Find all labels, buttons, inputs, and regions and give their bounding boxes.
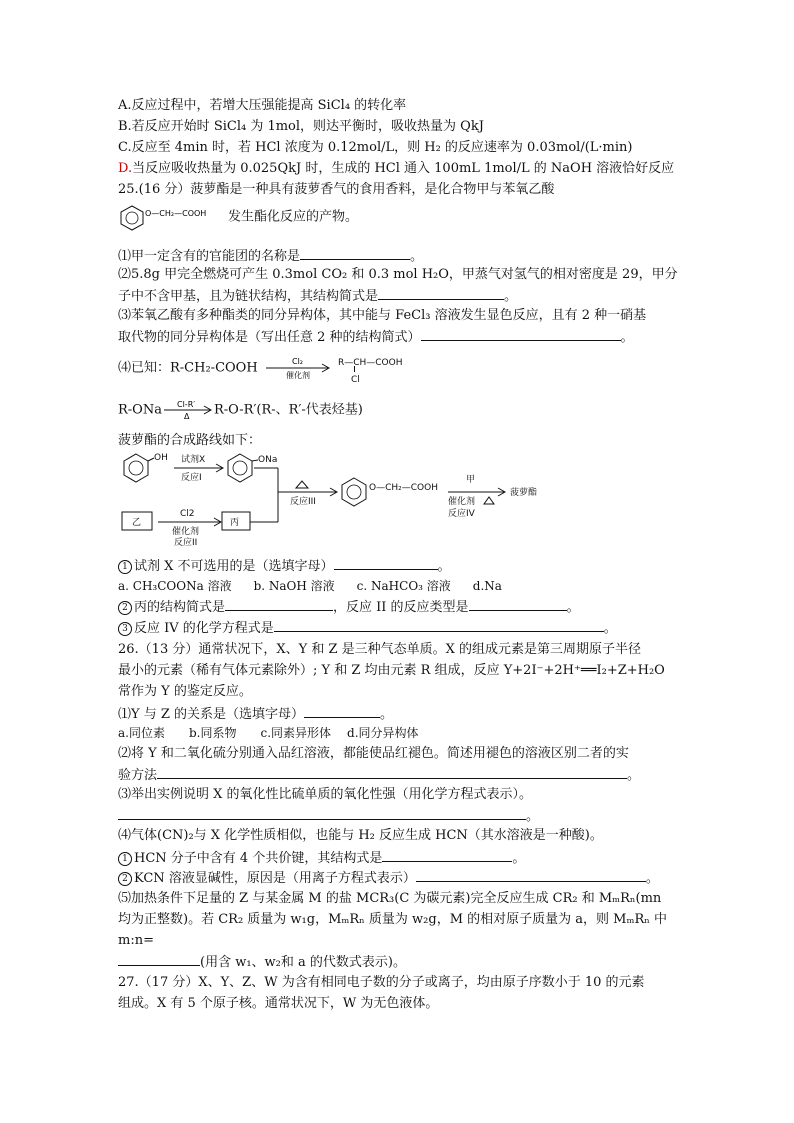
- choice-a: a.同位素: [118, 726, 165, 740]
- answer-blank[interactable]: [118, 952, 200, 966]
- choice-d: d.同分异构体: [347, 726, 419, 740]
- q26-sub2-text: KCN 溶液显碱性，原因是（用离子方程式表示）: [134, 871, 416, 886]
- q26-choices: [118, 724, 419, 742]
- q26-part5-text: (用含 w₁、w₂和 a 的代数式表示)。: [200, 955, 406, 970]
- answer-blank[interactable]: [334, 556, 438, 570]
- q26-part5-line4: [118, 952, 406, 972]
- choice-d: d.Na: [472, 579, 502, 593]
- q25-choices: [118, 577, 502, 595]
- q26-part3: ⑶举出实例说明 X 的氧化性比硫单质的氧化性强（用化学方程式表示）。: [118, 787, 533, 802]
- q25-sub2: [118, 597, 580, 617]
- phenoxyacetic-acid-structure: [118, 203, 228, 231]
- answer-blank[interactable]: [274, 618, 604, 632]
- q24-option-d: [118, 160, 674, 178]
- option-d-text: 当反应吸收热量为 0.025QkJ 时，生成的 HCl 通入 100mL 1mol/L 的 NaOH 溶液恰好反应: [132, 161, 675, 176]
- q25-sub2-text-a: 丙的结构简式是: [134, 600, 226, 615]
- q25-part2-line2: [118, 286, 517, 306]
- option-d-letter: D.: [118, 161, 133, 176]
- q26-part5-line3: m:n=: [118, 933, 154, 948]
- product-main: R—CH—COOH: [337, 358, 403, 368]
- answer-blank[interactable]: [469, 597, 567, 611]
- q25-intro-line2: [118, 203, 358, 231]
- choice-a: a. CH₃COONa 溶液: [118, 579, 232, 593]
- q25-part3-text: 取代物的同分异构体是（写出任意 2 种的结构简式）: [118, 330, 421, 345]
- product-substituent: Cl: [350, 375, 360, 385]
- q26-part5-line1: ⑸加热条件下足量的 Z 与某金属 M 的盐 MCR₃(C 为碳元素)完全反应生成 CR₂ 和 MₘRₙ(mn: [118, 891, 662, 906]
- pineapple-ester-label: 菠萝酯: [510, 488, 538, 498]
- q26-intro-line3: 常作为 Y 的鉴定反应。: [118, 684, 252, 699]
- reaction-4-label: 反应IV: [448, 509, 475, 519]
- q25-part1-text: ⑴甲一定含有的官能团的名称是: [118, 249, 301, 264]
- circled-number: 3: [118, 622, 132, 636]
- q25-part4-known2: [118, 399, 363, 421]
- q25-part2-text: 子中不含甲基，且为链状结构，其结构简式是: [118, 289, 379, 304]
- period: 。: [645, 871, 659, 886]
- reaction-3-label: 反应III: [290, 497, 316, 507]
- q24-option-c: C.反应至 4min 时，若 HCl 浓度为 0.12mol/L，则 H₂ 的反应速率为 0.03mol/(L·min): [118, 140, 633, 155]
- q25-part1: [118, 246, 423, 266]
- reaction-arrow-icon: [162, 399, 214, 421]
- phenoxyacetic-acid-label: O—CH₂—COOH: [369, 483, 438, 493]
- q24-option-b: B.若反应开始时 SiCl₄ 为 1mol，则达平衡时，吸收热量为 QkJ: [118, 119, 484, 134]
- q26-part3-answer: [118, 806, 539, 826]
- structure-label: O—CH₂—COOH: [145, 209, 207, 218]
- q26-intro-line1: 26.（13 分）通常状况下，X、Y 和 Z 是三种气态单质。X 的组成元素是第三周期原子半径: [118, 642, 642, 657]
- circled-number: 1: [118, 560, 132, 574]
- q25-part3-line2: [118, 327, 634, 347]
- phenoxide-ona-label: ONa: [258, 455, 278, 465]
- period: 。: [620, 330, 634, 345]
- compound-yi-label: 乙: [132, 518, 142, 528]
- q26-intro-line2: 最小的元素（稀有气体元素除外）; Y 和 Z 均由元素 R 组成，反应 Y+2I⁻+2H⁺══I₂+Z+H₂O: [118, 663, 665, 678]
- choice-b: b.同系物: [188, 726, 237, 740]
- reagent-x-label: 试剂X: [181, 455, 206, 465]
- answer-blank[interactable]: [118, 806, 526, 820]
- known1-reactant: ⑷已知：R-CH₂-COOH: [118, 360, 258, 376]
- q26-part2-text: 验方法: [118, 768, 158, 783]
- phenol-oh-label: OH: [154, 453, 168, 463]
- answer-blank[interactable]: [300, 246, 410, 260]
- known2-reactant: R-ONa: [118, 402, 162, 418]
- period: 。: [504, 289, 518, 304]
- q25-part3-line1: ⑶苯氧乙酸有多种酯类的同分异构体，其中能与 FeCl₃ 溶液发生显色反应，且有 2 种一硝基: [118, 308, 647, 323]
- period: 。: [603, 621, 617, 636]
- period: 。: [512, 851, 526, 866]
- circled-number: 2: [118, 601, 132, 615]
- catalyst-label: 催化剂: [172, 527, 200, 537]
- q26-sub1-text: HCN 分子中含有 4 个共价键，其结构式是: [134, 851, 383, 866]
- q25-intro-line1: 25.(16 分）菠萝酯是一种具有菠萝香气的食用香料，是化合物甲与苯氧乙酸: [118, 182, 555, 197]
- arrow-condition: Δ: [183, 412, 190, 421]
- q25-part4-known1: [118, 356, 428, 386]
- answer-blank[interactable]: [304, 704, 380, 718]
- q26-part1-text: ⑴Y 与 Z 的关系是（选填字母）: [118, 707, 305, 722]
- reaction-2-label: 反应II: [174, 538, 198, 548]
- period: 。: [566, 600, 580, 615]
- circled-number: 2: [118, 872, 132, 886]
- choice-c: c.同素异形体: [260, 726, 332, 740]
- q27-intro-line2: 组成。X 有 5 个原子核。通常状况下，W 为无色液体。: [118, 996, 439, 1011]
- q25-intro-line2-text: 发生酯化反应的产物。: [228, 209, 359, 225]
- known1-product: [338, 356, 428, 386]
- q25-sub1-text: 试剂 X 不可选用的是（选填字母）: [134, 559, 334, 574]
- answer-blank[interactable]: [157, 765, 627, 779]
- answer-blank[interactable]: [421, 327, 621, 341]
- q24-option-a: A.反应过程中，若增大压强能提高 SiCl₄ 的转化率: [118, 98, 407, 113]
- arrow-reagent: Cl-R′: [176, 400, 196, 409]
- circled-number: 1: [118, 852, 132, 866]
- arrow-reagent: Cl₂: [291, 357, 303, 366]
- period: 。: [627, 768, 641, 783]
- q26-part5-line2: 均为正整数)。若 CR₂ 质量为 w₁g，MₘRₙ 质量为 w₂g，M 的相对原子质量为 a，则 MₘRₙ 中: [118, 912, 667, 927]
- q25-part2-line1: ⑵5.8g 甲完全燃烧可产生 0.3mol CO₂ 和 0.3 mol H₂O，甲蒸气对氢气的相对密度是 29，甲分: [118, 267, 678, 282]
- q26-part4: ⑷气体(CN)₂与 X 化学性质相似，也能与 H₂ 反应生成 HCN（其水溶液是一种酸)。: [118, 828, 603, 843]
- choice-c: c. NaHCO₃ 溶液: [356, 579, 451, 593]
- q25-sub3-text: 反应 IV 的化学方程式是: [134, 621, 274, 636]
- q26-part2-line1: ⑵将 Y 和二氧化硫分别通入品红溶液，都能使品红褪色。简述用褪色的溶液区别二者的实: [118, 746, 629, 761]
- compound-bing-label: 丙: [230, 518, 240, 528]
- period: 。: [437, 559, 451, 574]
- compound-jia-label: 甲: [466, 475, 476, 485]
- known2-product: R-O-R′(R-、R′-代表烃基): [213, 402, 363, 418]
- choice-b: b. NaOH 溶液: [253, 579, 335, 593]
- period: 。: [526, 809, 540, 824]
- reaction-arrow-icon: [262, 356, 334, 380]
- answer-blank[interactable]: [378, 286, 504, 300]
- q26-part2-line2: [118, 765, 640, 785]
- q26-part1: [118, 704, 393, 724]
- q26-sub1: [118, 848, 525, 868]
- cl2-label: Cl2: [180, 509, 195, 519]
- reaction-1-label: 反应I: [181, 473, 202, 483]
- q25-sub3: [118, 618, 617, 638]
- answer-blank[interactable]: [225, 597, 333, 611]
- synthesis-route-diagram: [118, 450, 558, 550]
- answer-blank[interactable]: [382, 848, 512, 862]
- period: 。: [410, 249, 424, 264]
- q26-sub2: [118, 868, 659, 888]
- arrow-condition: 催化剂: [285, 371, 310, 380]
- answer-blank[interactable]: [416, 868, 646, 882]
- q25-sub1: [118, 556, 451, 576]
- route-title: 菠萝酯的合成路线如下：: [118, 433, 262, 448]
- period: 。: [380, 707, 394, 722]
- q25-sub2-text-b: ，反应 II 的反应类型是: [333, 600, 469, 615]
- catalyst-label: 催化剂: [448, 497, 476, 507]
- q27-intro-line1: 27.（17 分）X、Y、Z、W 为含有相同电子数的分子或离子，均由原子序数小于 10 的元素: [118, 975, 645, 990]
